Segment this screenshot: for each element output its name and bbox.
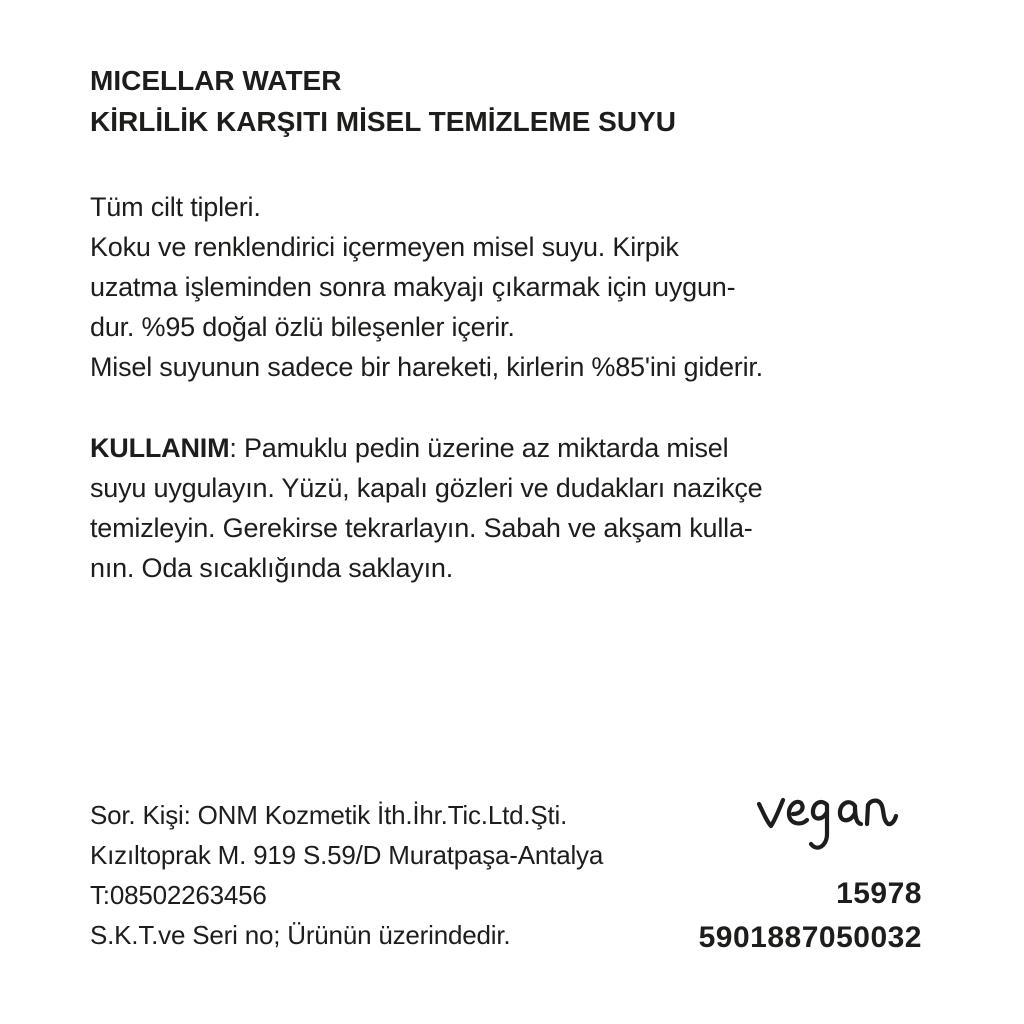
description <box>90 187 950 387</box>
description-line: Koku ve renklendirici içermeyen misel suyu. Kirpik <box>90 232 679 262</box>
description-line: dur. %95 doğal özlü bileşenler içerir. <box>90 312 515 342</box>
description-line: Misel suyunun sadece bir hareketi, kirlerin %85'ini giderir. <box>90 352 763 382</box>
manufacturer-info <box>90 795 750 955</box>
usage-line-1 <box>90 428 950 468</box>
vegan-logo-icon <box>755 782 925 862</box>
usage-line: suyu uygulayın. Yüzü, kapalı gözleri ve dudakları nazikçe <box>90 473 763 503</box>
product-code: 15978 <box>836 877 922 910</box>
description-line: uzatma işleminden sonra makyajı çıkarmak için uygun- <box>90 272 736 302</box>
usage-line: nın. Oda sıcaklığında saklayın. <box>90 553 454 583</box>
vegan-logo-svg <box>755 782 925 862</box>
product-codes <box>699 872 922 960</box>
footer-line: T:08502263456 <box>90 880 267 910</box>
description-line: Tüm cilt tipleri. <box>90 192 261 222</box>
usage-line: temizleyin. Gerekirse tekrarlayın. Sabah ve akşam kulla- <box>90 513 753 543</box>
usage-label: KULLANIM <box>90 433 230 463</box>
title-block <box>90 60 950 142</box>
footer-line: Kızıltoprak M. 919 S.59/D Muratpaşa-Antalya <box>90 840 604 870</box>
footer-line: Sor. Kişi: ONM Kozmetik İth.İhr.Tic.Ltd.Şti. <box>90 800 568 830</box>
footer-line: S.K.T.ve Seri no; Ürünün üzerindedir. <box>90 920 511 950</box>
usage-line-1-text: : Pamuklu pedin üzerine az miktarda misel <box>229 433 729 463</box>
title-line-2: KİRLİLİK KARŞITI MİSEL TEMİZLEME SUYU <box>90 106 676 137</box>
usage-instructions <box>90 428 950 588</box>
barcode-number: 5901887050032 <box>698 921 922 954</box>
title-line-1: MICELLAR WATER <box>90 65 342 96</box>
